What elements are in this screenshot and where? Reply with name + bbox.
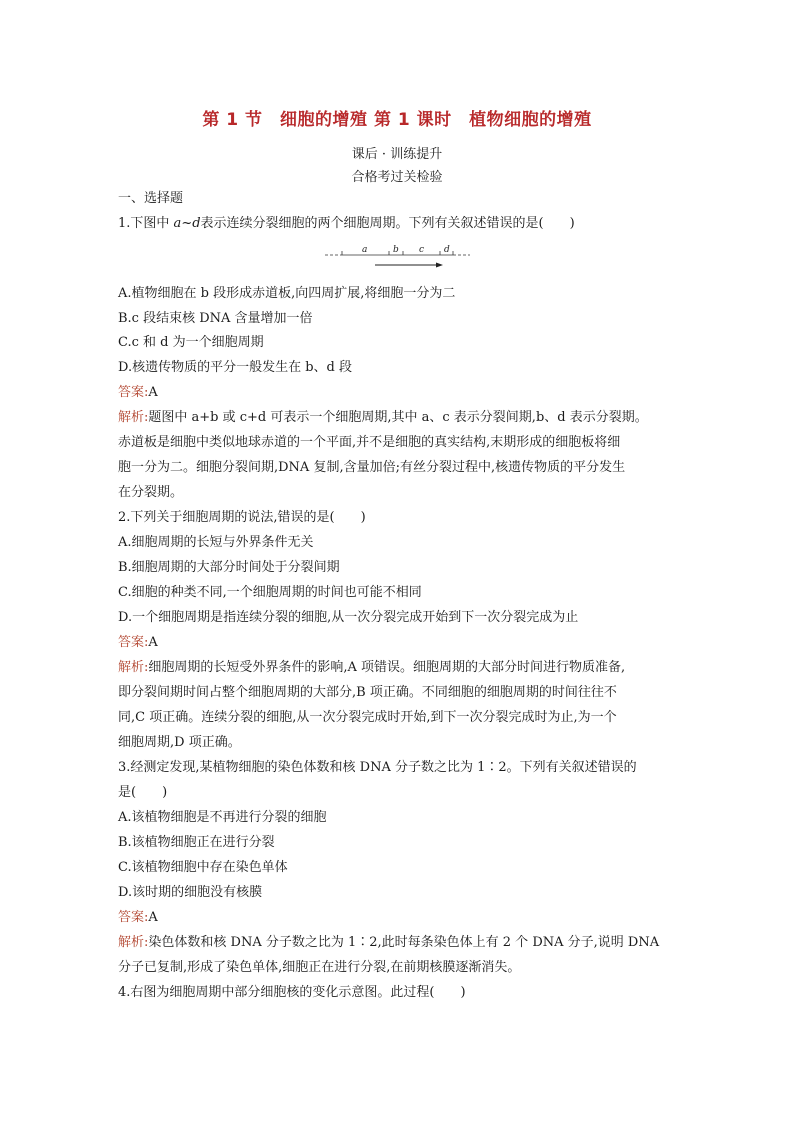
- q2-option-a: A.细胞周期的长短与外界条件无关: [118, 535, 314, 550]
- subtitle-test: 合格考过关检验: [351, 170, 443, 185]
- q3-answer: 答案:A: [118, 910, 158, 925]
- q2-analysis-line: 细胞周期,D 项正确。: [118, 735, 241, 750]
- q2-analysis-line: 同,C 项正确。连续分裂的细胞,从一次分裂完成时开始,到下一次分裂完成时为止,为一个: [118, 710, 617, 725]
- q1-analysis-line: 胞一分为二。细胞分裂间期,DNA 复制,含量加倍;有丝分裂过程中,核遗传物质的平分发生: [118, 460, 626, 475]
- q2-analysis-line: 即分裂间期时间占整个细胞周期的大部分,B 项正确。不同细胞的细胞周期的时间往往不: [118, 685, 617, 700]
- q3-option-b: B.该植物细胞正在进行分裂: [118, 835, 275, 850]
- q2-option-d: D.一个细胞周期是指连续分裂的细胞,从一次分裂完成开始到下一次分裂完成为止: [118, 610, 579, 625]
- section-heading: 一、选择题: [118, 191, 184, 206]
- q1-analysis-line: 在分裂期。: [118, 485, 184, 500]
- subtitle-practice: 课后 · 训练提升: [351, 147, 443, 162]
- q3-option-c: C.该植物细胞中存在染色单体: [118, 860, 288, 875]
- page-title: 第 1 节 细胞的增殖 第 1 课时 植物细胞的增殖: [202, 110, 592, 130]
- diagram-label-d: d: [444, 245, 450, 255]
- q2-stem: 2.下列关于细胞周期的说法,错误的是( ): [118, 510, 366, 525]
- diagram-label-c: c: [419, 245, 425, 255]
- q3-stem: 3.经测定发现,某植物细胞的染色体数和核 DNA 分子数之比为 1∶2。下列有关叙述错误的: [118, 760, 637, 775]
- diagram-label-a: a: [362, 245, 368, 255]
- q3-analysis-line: 分子已复制,形成了染色单体,细胞正在进行分裂,在前期核膜逐渐消失。: [118, 960, 521, 975]
- q1-option-d: D.核遗传物质的平分一般发生在 b、d 段: [118, 360, 353, 375]
- q3-analysis-line: 解析:染色体数和核 DNA 分子数之比为 1∶2,此时每条染色体上有 2 个 DNA 分子,说明 DNA: [118, 935, 660, 950]
- q1-option-c: C.c 和 d 为一个细胞周期: [118, 335, 264, 350]
- cell-cycle-diagram: [325, 243, 470, 271]
- q1-stem: 1.下图中 a~d表示连续分裂细胞的两个细胞周期。下列有关叙述错误的是( ): [118, 216, 575, 231]
- diagram-label-b: b: [393, 245, 399, 255]
- q2-analysis-line: 解析:细胞周期的长短受外界条件的影响,A 项错误。细胞周期的大部分时间进行物质准备,: [118, 660, 626, 675]
- q1-option-b: B.c 段结束核 DNA 含量增加一倍: [118, 311, 313, 326]
- q2-answer: 答案:A: [118, 635, 158, 650]
- q1-analysis-line: 赤道板是细胞中类似地球赤道的一个平面,并不是细胞的真实结构,末期形成的细胞板将细: [118, 435, 621, 450]
- q4-stem: 4.右图为细胞周期中部分细胞核的变化示意图。此过程( ): [118, 985, 466, 1000]
- q2-option-c: C.细胞的种类不同,一个细胞周期的时间也可能不相同: [118, 585, 422, 600]
- q1-option-a: A.植物细胞在 b 段形成赤道板,向四周扩展,将细胞一分为二: [118, 286, 456, 301]
- q3-stem-cont: 是( ): [118, 785, 168, 800]
- arrow-head-icon: [436, 263, 443, 268]
- q3-option-d: D.该时期的细胞没有核膜: [118, 885, 263, 900]
- q3-option-a: A.该植物细胞是不再进行分裂的细胞: [118, 810, 327, 825]
- q1-analysis-line: 解析:题图中 a+b 或 c+d 可表示一个细胞周期,其中 a、c 表示分裂间期,b、d 表示分裂期。: [118, 410, 648, 425]
- q1-answer: 答案:A: [118, 385, 158, 400]
- q2-option-b: B.细胞周期的大部分时间处于分裂间期: [118, 560, 340, 575]
